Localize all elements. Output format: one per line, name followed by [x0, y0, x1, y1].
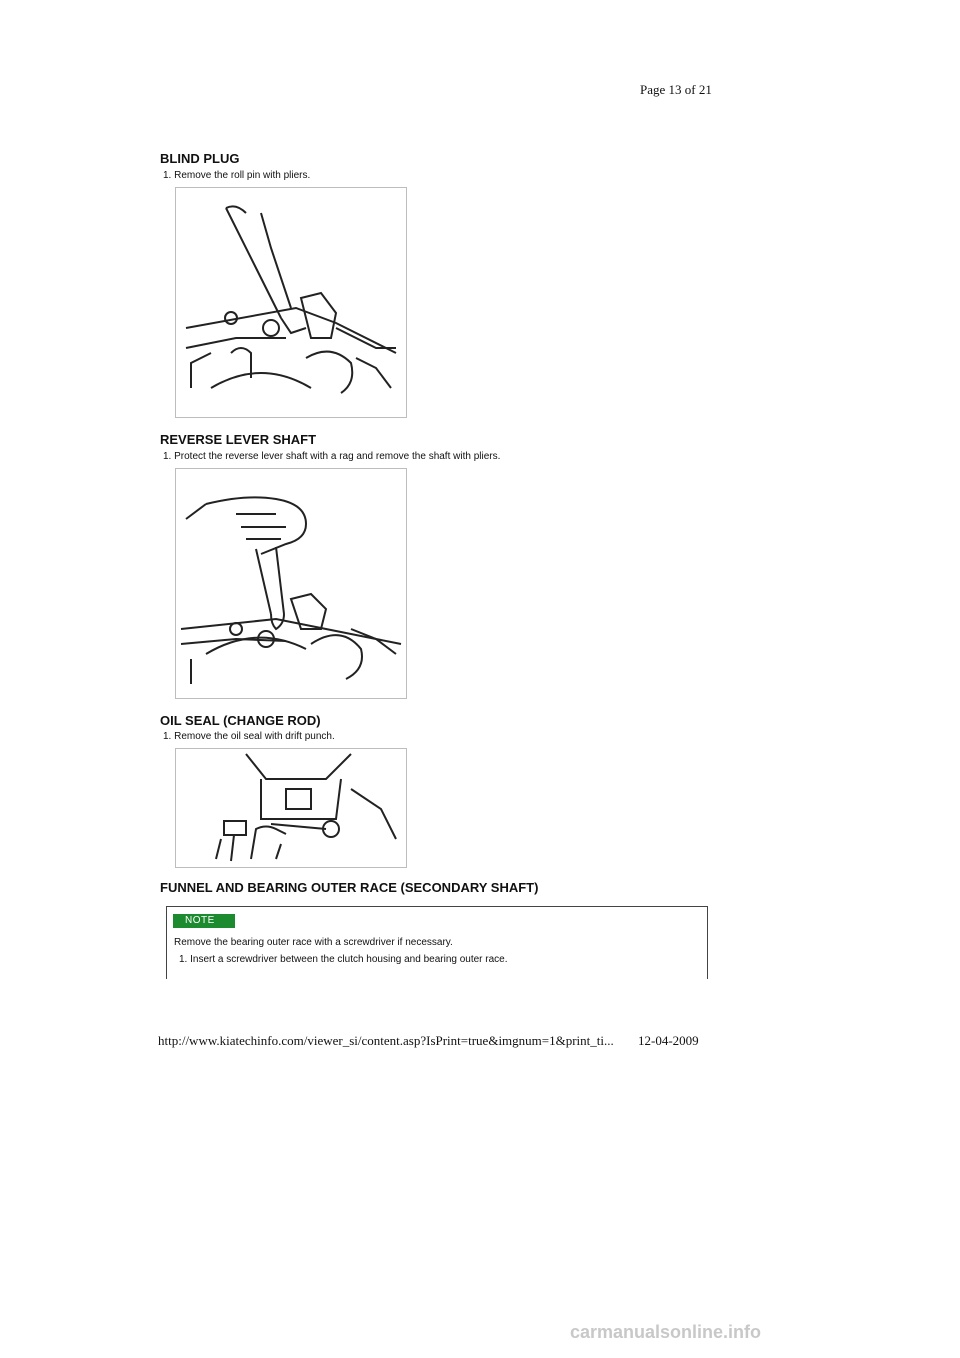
watermark: carmanualsonline.info — [570, 1322, 762, 1342]
footer-date: 12-04-2009 — [638, 1033, 699, 1048]
figure-reverse-lever-shaft — [175, 468, 407, 699]
hand-pliers-illustration — [176, 469, 406, 698]
section-heading-reverse-lever-shaft: REVERSE LEVER SHAFT — [160, 432, 317, 447]
note-text: Remove the bearing outer race with a screwdriver if necessary. — [174, 937, 453, 948]
section-heading-blind-plug: BLIND PLUG — [160, 151, 240, 166]
figure-oil-seal — [175, 748, 407, 868]
footer-url: http://www.kiatechinfo.com/viewer_si/content.asp?IsPrint=true&imgnum=1&print_ti... — [158, 1033, 614, 1048]
step-protect-reverse-lever-shaft: 1. Protect the reverse lever shaft with a rag and remove the shaft with pliers. — [163, 451, 501, 462]
note-step: 1. Insert a screwdriver between the clutch housing and bearing outer race. — [179, 954, 508, 965]
step-remove-roll-pin: 1. Remove the roll pin with pliers. — [163, 170, 311, 181]
section-heading-funnel-bearing: FUNNEL AND BEARING OUTER RACE (SECONDARY SHAFT) — [160, 880, 539, 895]
note-box — [166, 906, 708, 979]
note-badge: NOTE — [173, 914, 235, 928]
step-remove-oil-seal: 1. Remove the oil seal with drift punch. — [163, 731, 335, 742]
figure-blind-plug — [175, 187, 407, 418]
section-heading-oil-seal: OIL SEAL (CHANGE ROD) — [160, 713, 321, 728]
pliers-roll-pin-illustration — [176, 188, 406, 417]
page-number: Page 13 of 21 — [640, 82, 712, 97]
hammer-drift-punch-illustration — [176, 749, 406, 867]
